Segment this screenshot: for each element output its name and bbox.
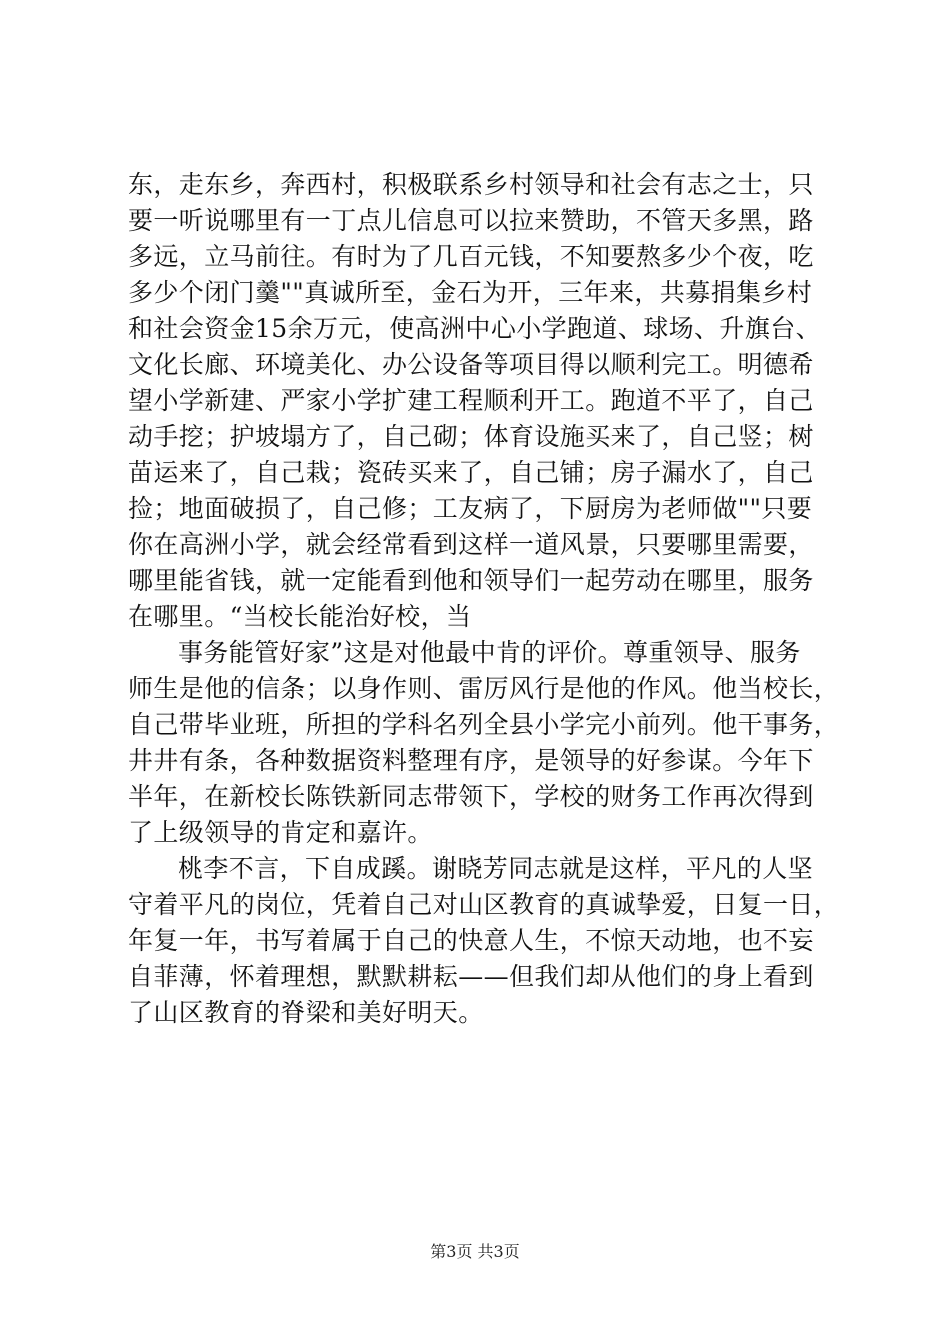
text-line: 了上级领导的肯定和嘉许。 (128, 818, 433, 847)
paragraph-start-line: 桃李不言，下自成蹊。谢晓芳同志就是这样，平凡的人坚 (178, 854, 814, 883)
page-footer: 第3页 共3页 (430, 1242, 520, 1261)
text-line: 守着平凡的岗位，凭着自己对山区教育的真诚挚爱，日复一日， (128, 890, 840, 919)
text-line: 哪里能省钱，就一定能看到他和领导们一起劳动在哪里，服务 (128, 566, 814, 595)
paragraph-start-line: 事务能管好家”这是对他最中肯的评价。尊重领导、服务 (178, 638, 801, 667)
text-line: 在哪里。“当校长能治好校，当 (128, 602, 472, 631)
text-line: 自己带毕业班，所担的学科名列全县小学完小前列。他干事务， (128, 710, 840, 739)
text-line: 文化长廊、环境美化、办公设备等项目得以顺利完工。明德希 (128, 350, 814, 379)
text-line: 自菲薄，怀着理想，默默耕耘——但我们却从他们的身上看到 (128, 962, 814, 991)
text-line: 你在高洲小学，就会经常看到这样一道风景，只要哪里需要， (128, 530, 814, 559)
text-line: 要一听说哪里有一丁点儿信息可以拉来赞助，不管天多黑，路 (128, 206, 814, 235)
text-line: 多少个闭门羹""真诚所至，金石为开，三年来，共募捐集乡村 (128, 278, 813, 307)
text-line: 井井有条，各种数据资料整理有序，是领导的好参谋。今年下 (128, 746, 814, 775)
text-line: 师生是他的信条；以身作则、雷厉风行是他的作风。他当校长， (128, 674, 840, 703)
text-line: 望小学新建、严家小学扩建工程顺利开工。跑道不平了，自己 (128, 386, 814, 415)
text-line: 捡；地面破损了，自己修；工友病了，下厨房为老师做""只要 (128, 494, 813, 523)
text-line: 半年，在新校长陈铁新同志带领下，学校的财务工作再次得到 (128, 782, 814, 811)
text-line: 东，走东乡，奔西村，积极联系乡村领导和社会有志之士，只 (128, 170, 814, 199)
text-line: 和社会资金15余万元，使高洲中心小学跑道、球场、升旗台、 (128, 314, 822, 343)
body-text (128, 167, 840, 1031)
text-line: 动手挖；护坡塌方了，自己砌；体育设施买来了，自己竖；树 (128, 422, 814, 451)
text-line: 了山区教育的脊梁和美好明天。 (128, 998, 484, 1027)
text-line: 苗运来了，自己栽；瓷砖买来了，自己铺；房子漏水了，自己 (128, 458, 814, 487)
text-line: 多远，立马前往。有时为了几百元钱，不知要熬多少个夜，吃 (128, 242, 814, 271)
text-line: 年复一年，书写着属于自己的快意人生，不惊天动地，也不妄 (128, 926, 814, 955)
